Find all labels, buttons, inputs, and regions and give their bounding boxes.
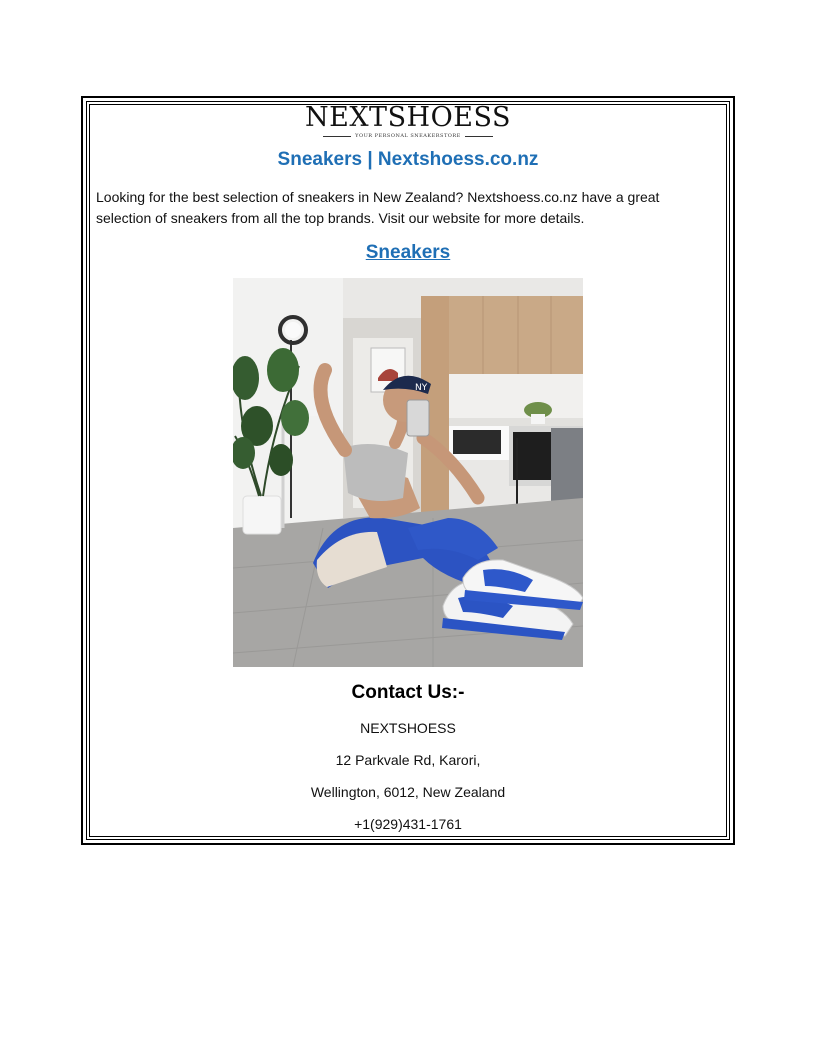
contact-address-line1: 12 Parkvale Rd, Karori, [335,752,481,768]
sneaker-photo [233,278,583,667]
logo-rule-left [323,136,351,137]
contact-heading: Contact Us:- [351,682,465,703]
contact-phone: +1(929)431-1761 [354,816,462,832]
logo-tagline-row [323,133,493,139]
brand-logo [0,104,816,139]
contact-address-line2: Wellington, 6012, New Zealand [310,784,506,800]
logo-wordmark: NEXTSHOESS [305,102,511,133]
logo-rule-right [465,136,493,137]
sneakers-link[interactable]: Sneakers [365,242,451,263]
svg-text:NY: NY [415,383,428,393]
contact-company: NEXTSHOESS [360,720,456,736]
page-title: Sneakers | Nextshoess.co.nz [277,149,539,170]
logo-tagline: YOUR PERSONAL SNEAKERSTORE [355,133,461,139]
intro-paragraph: Looking for the best selection of sneakers in New Zealand? Nextshoess.co.nz have a great selection of sneakers from all the top brands. Visit our website for more details. [96,189,660,226]
